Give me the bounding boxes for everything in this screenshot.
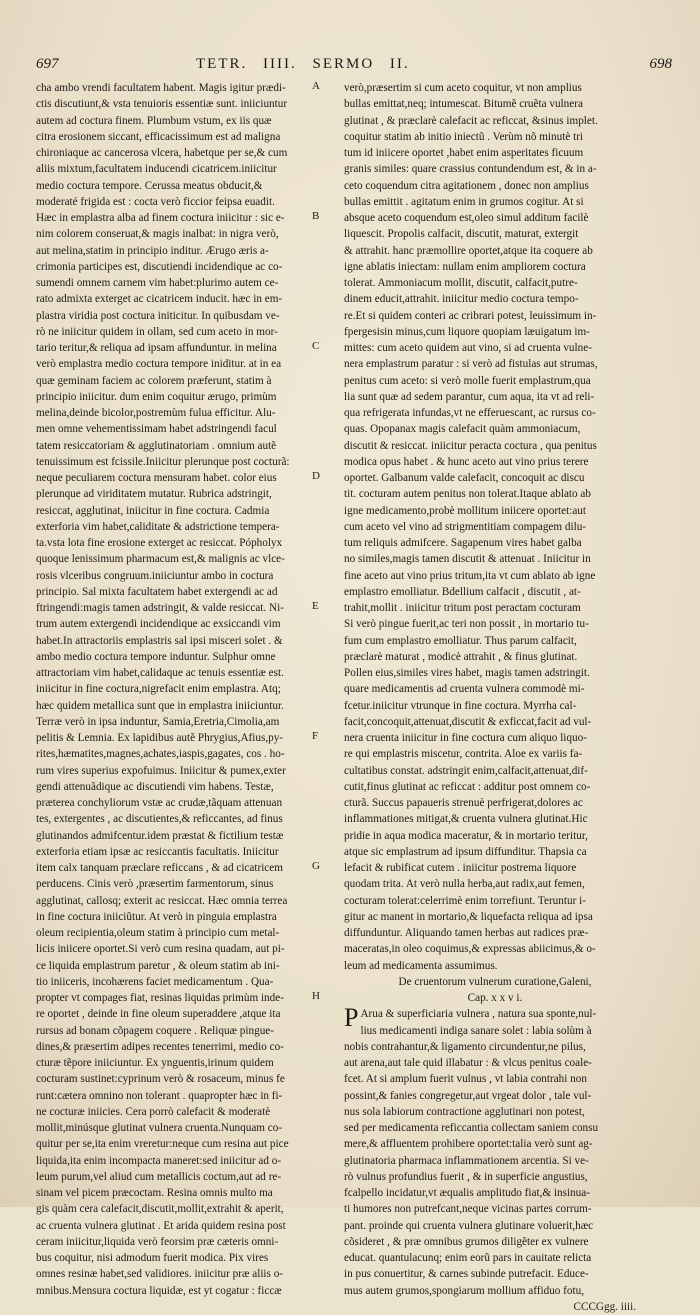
- text-line: igne ablatis iniectam: nullam enim ampliorem coctura: [344, 260, 586, 273]
- text-line: habet.In attractoriis emplastris sal ipsi misceri solet . &: [36, 634, 283, 647]
- text-line: ceram iniicitur,liquida verò feorsim præ cæteris omni-: [36, 1235, 279, 1248]
- text-line: liquescit. Propolis calfacit, discutit, maturat, extergit: [344, 228, 579, 241]
- text-line: quare medicamentis ad cruenta vulnera commodè mi-: [344, 683, 585, 696]
- text-line: ctis discutiunt,& vsta tenuioris essentiæ sunt. iniiciuntur: [36, 98, 288, 111]
- text-line: men omne vehementissimam habet adstringendi facul: [36, 423, 277, 436]
- chapter-line: cõsideret , & præ omnibus grumos diligẽter ex vulnere: [344, 1235, 589, 1248]
- text-line: tit. cocturam autem penitus non tolerat.Itaque ablato ab: [344, 488, 591, 501]
- text-line: lefacit & rubificat cutem . iniicitur postrema liquore: [344, 862, 577, 874]
- text-line: ta.vsta lota fine erosione exterget ac resiccat. Pópholyx: [36, 537, 283, 549]
- text-line: nera emplastrum paratur : si verò ad fistulas aut strumas,: [344, 358, 598, 371]
- text-line: rum vires superius expofuimus. Iniicitur & pumex,exter: [36, 764, 286, 777]
- text-line: perducens. Cinis verò ,præsertim farmentorum, sinus: [36, 878, 274, 891]
- text-line: fpergesisin minus,cum liquore quopiam læuigatum im-: [344, 325, 590, 338]
- text-line: ambo medio coctura tempore induntur. Sulphur omne: [36, 650, 276, 663]
- chapter-line: in pus conuertitur, & carnes subinde putrefacit. Educe-: [344, 1268, 589, 1281]
- chapter-line: ti humores non putrefcant,neque vicinas partes corrum-: [344, 1203, 592, 1216]
- chapter-line: mus autem grumos,spongiarum mollium affiduo fotu,: [344, 1284, 584, 1297]
- text-line: iniicitur in fine coctura,nigrefacit enim emplastra. Atq;: [36, 683, 281, 696]
- chapter-number: Cap. x x v i.: [467, 992, 523, 1004]
- section-marker: D: [312, 470, 320, 482]
- chapter-line: nus sola labiorum contractione agglutinari non potest,: [344, 1105, 585, 1118]
- text-line: aut melina,statim in principio inditur. Ærugo æris a-: [36, 244, 269, 257]
- chapter-line: possint,& fanies congregetur,aut vrgeat dolor , tale vul-: [344, 1089, 592, 1102]
- running-title: [196, 56, 420, 73]
- chapter-line: lius medicamenti indiga sanare solet : labia solùm à: [360, 1024, 592, 1037]
- text-line: plerunque ad viriditatem mutatur. Rubrica adstringit,: [36, 488, 272, 501]
- text-line: tum reliquis admifcere. Sagapenum vires habet galba: [344, 537, 582, 549]
- text-line: ac cruenta vulnera glutinat . Et arida quidem resina post: [36, 1219, 286, 1232]
- running-word: TETR.: [196, 56, 248, 72]
- chapter-line: aut arena,aut tale quid illabatur : & vlcus penitus coale-: [344, 1057, 592, 1069]
- section-marker: F: [312, 730, 319, 742]
- text-line: re qui emplastris miscetur, contrita. Aloe ex variis fa-: [344, 748, 583, 761]
- text-line: melina,deinde bicolor,postremùm fulua efficitur. Alu-: [36, 407, 276, 419]
- text-line: exterforia vim habet,caliditate & adstrictione tempera-: [36, 520, 280, 533]
- running-word: II.: [389, 56, 410, 72]
- text-line: quitur per se,ita enim vreretur:neque cum resina aut pice: [36, 1138, 289, 1151]
- section-marker: B: [312, 210, 320, 222]
- section-marker: A: [312, 80, 320, 92]
- text-line: omnes resinæ habet,sed validiores. iniicitur præ aliis o-: [36, 1268, 284, 1281]
- text-line: leum ad medicamenta assumimus.: [344, 959, 498, 972]
- text-line: trahit,mollit . iniicitur tritum post peractam cocturam: [344, 602, 581, 614]
- text-line: principio. Sal mixta facultatem habet extergendi ac ad: [36, 585, 278, 598]
- page-number-left: 697: [36, 56, 59, 72]
- text-line: propter vt compages fiat, resinas liquidas primùm inde-: [36, 992, 284, 1004]
- chapter-line: fcalpello incidatur,vt æqualis amplitudo fiat,& insinua-: [344, 1187, 590, 1199]
- text-line: gis quàm cera calefacit,discutit,mollit,extrahit & aperit,: [36, 1203, 284, 1216]
- text-line: facit,concoquit,attenuat,discutit & exficcat,facit ad vul-: [344, 715, 592, 728]
- text-line: citra erosionem siccant, efficacissimum est ad maligna: [36, 130, 281, 143]
- text-line: cutit,finus glutinat ac reficcat : additur post omnem co-: [344, 780, 591, 793]
- running-word: SERMO: [312, 56, 375, 72]
- text-line: tes, extergentes , ac discutientes,& reficcantes, ad finus: [36, 813, 283, 826]
- text-line: crimonia participes est, discutiendi incidendique ac co-: [36, 260, 283, 273]
- text-line: granis similes: quare crassius contundendum est, & in a-: [344, 163, 597, 176]
- text-line: hæc quidem metallica sunt que in emplastra iniiciuntur.: [36, 699, 284, 712]
- text-line: Si verò pingue fuerit,ac teri non possit , in mortario tu-: [344, 618, 589, 631]
- text-line: re oportet , deinde in fine oleum superaddere ,atque ita: [36, 1008, 281, 1021]
- text-line: modica opus habet . & hunc aceto aut vino prius terere: [344, 455, 589, 468]
- text-line: præclarè maturat , modicè attrahit , & finus glutinat.: [344, 650, 578, 663]
- text-line: rato admixta exterget ac cicatricem inducit. hæc in em-: [36, 293, 283, 306]
- text-line: fcetur.iniicitur vtrunque in fine coctura. Myrrha cal-: [344, 699, 577, 712]
- section-marker: E: [312, 600, 319, 612]
- right-text-column: [344, 80, 646, 1315]
- text-line: bullas emittit . agitatum enim in grumos cogitur. At si: [344, 195, 584, 208]
- text-line: resiccat, agglutinat, iniicitur in fine coctura. Cadmia: [36, 504, 270, 517]
- text-line: verò emplastra medio coctura tempore iniditur. at in ea: [36, 358, 282, 371]
- text-line: lia sunt quæ ad sedem parantur, cum aqua, ita vt ad reli-: [344, 390, 595, 403]
- text-line: gitur ac manent in mortario,& liquefacta reliqua ad ipsa: [344, 910, 593, 923]
- running-word: IIII.: [263, 56, 297, 72]
- text-line: tenuissimum est fcissile.Iniicitur plerunque post cocturã:: [36, 455, 290, 468]
- text-line: quas. Opopanax magis calefacit quàm ammoniacum,: [344, 423, 581, 436]
- text-line: in fine coctura iniiciũtur. At verò in pinguia emplastra: [36, 910, 277, 923]
- text-line: fine aceto aut vino prius tritum,ita vt cum ablato ab igne: [344, 569, 596, 582]
- text-line: trum autem extergendi incidendique ac exsiccandi vim: [36, 618, 281, 631]
- text-line: sinam vel picem præcoctam. Resina omnis multo ma: [36, 1187, 273, 1199]
- text-line: no similes,magis tamen discutit & attenuat . Iniicitur in: [344, 553, 591, 566]
- text-line: Terræ verò in ipsa induntur, Samia,Eretria,Cimolia,am: [36, 715, 280, 728]
- text-line: cha ambo vrendi facultatem habent. Magis igitur prædi-: [36, 82, 286, 94]
- text-line: aliis mixtum,facultatem inducendi cicatricem.iniicitur: [36, 163, 277, 176]
- chapter-body: [344, 1003, 646, 1299]
- text-line: præterea conchyliorum vstæ ac crudæ,tãquam attenuan: [36, 797, 283, 809]
- drop-cap: P: [344, 1003, 359, 1033]
- text-line: cum aceto vel vino ad strigmentitiam compagem dilu-: [344, 520, 587, 533]
- text-line: cturæ tẽpore iniiciuntur. Ex ynguentis,irinum quidem: [36, 1057, 274, 1069]
- left-text-column: [36, 80, 336, 1299]
- text-line: glutinat , & præclarè calefacit ac reficcat, &sinus implet.: [344, 114, 598, 127]
- text-line: oleum recipientia,oleum statim à principio cum metal-: [36, 927, 280, 939]
- page-header: [36, 56, 672, 78]
- text-line: rosis vlceribus congruum.iniiciuntur ambo in coctura: [36, 569, 274, 582]
- text-line: tario teritur,& reliqua ad ipsam affunduntur. in melina: [36, 342, 277, 354]
- text-line: cturã. Succus papaueris strenuè perfrigerat,dolores ac: [344, 797, 583, 809]
- text-line: tum id iniicere oportet ,habet enim asperitates ficuum: [344, 147, 584, 159]
- text-line: igne medicamento,probè mollitum iniicere oportet:aut: [344, 504, 587, 517]
- text-line: glutinandos admifcentur.idem præstat & fictilium testæ: [36, 829, 284, 842]
- section-marker: G: [312, 860, 320, 872]
- text-line: nim colorem conseruat,& magis inalbat: in nigra verò,: [36, 228, 279, 241]
- text-line: & attrahit. hanc præmollire oportet,atque ita coquere ab: [344, 244, 593, 257]
- chapter-line: nobis contrahantur,& ligamento circundentur,ne pilus,: [344, 1040, 586, 1053]
- chapter-line: glutinatoria pharmaca inflammationem arcentia. Si ve-: [344, 1154, 589, 1167]
- chapter-line: fcet. At si amplum fuerit vulnus , vt labia contrahi non: [344, 1073, 587, 1086]
- text-line: runt:cætera omnino non tolerant . quapropter hæc in fi-: [36, 1089, 283, 1102]
- text-line: dinem educit,attrahit. iniicitur medio coctura tempo-: [344, 293, 579, 306]
- text-line: absque aceto coquendum est,oleo simul additum facilè: [344, 212, 589, 224]
- text-line: exterforia etiam ipsæ ac resiccantis facultatis. Iniicitur: [36, 845, 279, 858]
- text-line: cultatibus constat. adstringit enim,calfacit,attenuat,dif-: [344, 764, 588, 777]
- text-line: inflammationes mitigat,& cruenta vulnera glutinat.Hic: [344, 813, 588, 826]
- chapter-line: educat. quantulacunq; enim eorũ pars in cauitate relicta: [344, 1252, 592, 1264]
- text-line: cocturam sustinet:cyprinum verò & rosaceum, minus fe: [36, 1073, 285, 1086]
- text-line: tatem resiccatoriam & agglutinatoriam . omnium autẽ: [36, 439, 277, 452]
- text-line: principio iniicitur. dum enim coquitur ærugo, primùm: [36, 390, 277, 403]
- text-line: autem ad coctura finem. Plumbum vstum, ex iis quæ: [36, 114, 272, 127]
- text-line: mnibus.Mensura coctura liquidæ, est yt cogatur : ficcæ: [36, 1284, 282, 1297]
- text-line: penitus cum aceto: si verò molle fuerit emplastrum,qua: [344, 374, 591, 387]
- text-line: emplastro emolliatur. Bdellium calfacit , discutit , at-: [344, 585, 581, 598]
- text-line: sumendi omnem carnem vim habet:plurimo autem ce-: [36, 277, 279, 289]
- text-line: quoque lenissimum pharmacum est,& malignis ac vlce-: [36, 553, 285, 566]
- text-line: Hæc in emplastra alba ad finem coctura iniicitur : sic e-: [36, 212, 285, 224]
- text-line: neque peculiarem coctura mensuram habet. color eius: [36, 472, 277, 484]
- text-line: cocturam tolerat:celerrimè enim torrefiunt. Teruntur i-: [344, 894, 586, 907]
- text-line: licis iniicere oportet.Si verò cum resina quadam, aut pi-: [36, 943, 285, 956]
- text-line: gendi attenuãdique ac discutiendi vim habens. Testæ,: [36, 780, 274, 793]
- text-line: liquida,ita enim incompacta maneret:sed iniicitur ad o-: [36, 1154, 282, 1167]
- text-line: quodam trita. At verò nulla herba,aut radix,aut femen,: [344, 878, 585, 891]
- text-line: Pollen eius,similes vires habet, magis tamen adstringit.: [344, 667, 590, 679]
- text-line: rò ne iniicitur quidem in ollam, sed cum aceto in mor-: [36, 325, 278, 338]
- text-line: medio coctura tempore. Cerussa meatus obducit,&: [36, 179, 263, 192]
- text-line: qua refrigerata infundas,vt ne efferuescant, ac rursus co-: [344, 407, 596, 419]
- text-line: ne cocturæ iniicies. Cera porrò calefacit & moderatè: [36, 1105, 271, 1118]
- text-line: discutit & resiccat. iniicitur peracta coctura , qua penitus: [344, 439, 597, 452]
- chapter-line: mere,& affluentem prohibere oportet:talia verò sunt ag-: [344, 1138, 593, 1151]
- signature-mark: CCCGgg. iiii.: [573, 1300, 636, 1313]
- text-line: ftringendi:magis tamen adstringit, & valde resiccat. Ni-: [36, 602, 284, 614]
- text-line: moderaté frigida est : cocta verò ficcior feipsa euadit.: [36, 195, 275, 208]
- text-line: rursus ad bonam cõpagem coquere . Reliquæ pingue-: [36, 1024, 274, 1037]
- text-line: tolerat. Ammoniacum mollit, discutit, calfacit,putre-: [344, 277, 578, 289]
- text-line: quæ geminam faciem ac colorem præferunt, statim à: [36, 374, 272, 387]
- chapter-line: Arua & superficiaria vulnera , natura sua sponte,nul-: [360, 1008, 597, 1021]
- text-line: ce liquida emplastrum paretur , & oleum statim ab ini-: [36, 959, 280, 972]
- text-line: item calx tanquam præclare reficcans , & ad cicatricem: [36, 862, 283, 874]
- chapter-title: De cruentorum vulnerum curatione,Galeni,: [398, 975, 592, 988]
- chapter-line: rò vulnus profundius fuerit , & in superficie angustius,: [344, 1170, 588, 1183]
- text-line: mittes: cum aceto quidem aut vino, si ad cruenta vulne-: [344, 342, 592, 354]
- text-line: oportet. Galbanum valde calefacit, concoquit ac discu: [344, 472, 585, 484]
- text-line: attractoriam vim habet,calidaque ac tenuis essentiæ est.: [36, 667, 284, 679]
- chapter-line: pant. proinde qui cruenta vulnera glutinare voluerit,hæc: [344, 1219, 594, 1232]
- text-line: fum cum emplastro emolliatur. Thus parum calfacit,: [344, 634, 577, 647]
- text-line: leum purum,vel aliud cum metallicis coctum,aut ad re-: [36, 1170, 282, 1183]
- text-line: re.Et si quidem conteri ac cribrari potest, leuissimum in-: [344, 309, 597, 322]
- text-line: coquitur statim ab initio iniectũ . Verùm nõ minutè tri: [344, 130, 584, 143]
- text-line: diffunduntur. Aliquando tamen herbas aut radices præ-: [344, 927, 589, 939]
- text-line: plastra viridia post coctura initicitur. In quibusdam ve-: [36, 309, 280, 322]
- text-line: bus coquitur, nisi admodum fuerit modica. Pix vires: [36, 1252, 269, 1264]
- text-line: tio iniiceris, incohærens faciet medicamentum . Qua-: [36, 975, 274, 988]
- text-line: mollit,minúsque glutinat vulnera cruenta.Nunquam co-: [36, 1122, 283, 1134]
- chapter-line: sed per medicamenta reficcantia collectam saniem consu: [344, 1122, 599, 1134]
- text-line: maceratas,in oleo coquimus,& expressas abiicimus,& o-: [344, 943, 596, 956]
- text-line: dines,& præsertim adipes recentes tenerrimi, medio co-: [36, 1040, 284, 1053]
- text-line: verò,præsertim si cum aceto coquitur, vt non amplius: [344, 82, 582, 94]
- text-line: atque sic emplastrum ad ipsum diffunditur. Thapsia ca: [344, 845, 587, 858]
- section-marker: C: [312, 340, 320, 352]
- text-line: rites,hæmatites,magnes,achates,iaspis,gagates, cos . ho-: [36, 748, 285, 761]
- text-line: chironiaque ac cancerosa vlcera, habetque per se,& cum: [36, 147, 288, 159]
- text-line: nera cruenta iniicitur in fine coctura cum aliquo liquo-: [344, 732, 587, 744]
- text-line: bullas emittat,neq; intumescat. Bitumẽ cruẽta vulnera: [344, 98, 583, 111]
- text-line: ceto coquendum citra agitationem , donec non amplius: [344, 179, 589, 192]
- text-line: pelitis & Lemnia. Ex lapidibus autẽ Phrygius,Afius,py-: [36, 732, 284, 744]
- text-line: agglutinat, callosq; exterit ac resiccat. Hæc omnia terrea: [36, 894, 288, 907]
- section-marker: H: [312, 990, 320, 1002]
- text-line: pridie in aqua modica maceratur, & in mortario teritur,: [344, 829, 588, 842]
- page-number-right: 698: [649, 56, 672, 72]
